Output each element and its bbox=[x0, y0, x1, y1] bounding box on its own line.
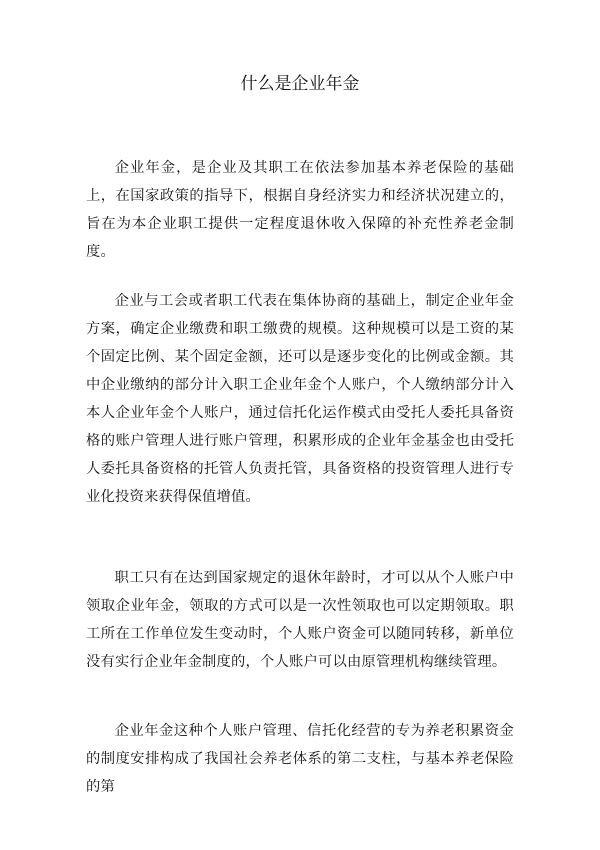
page-title: 什么是企业年金 bbox=[240, 74, 360, 94]
paragraph-contribution: 企业与工会或者职工代表在集体协商的基础上，制定企业年金方案，确定企业缴费和职工缴费的规模。这种规模可以是工资的某个固定比例、某个固定金额，还可以是逐步变化的比例或金额。其中企业缴纳的部分计入职工企业年金个人账户，个人缴纳部分计入本人企业年金个人账户，通过信托化运作模式由受托人委托具备资格的账户管理人进行账户管理，积累形成的企业年金基金也由受托人委托具备资格的托管人负责托管，具备资格的投资管理人进行专业化投资来获得保值增值。 bbox=[86, 293, 514, 505]
paragraph-second-pillar: 企业年金这种个人账户管理、信托化经营的专为养老积累资金的制度安排构成了我国社会养老体系的第二支柱，与基本养老保险的第 bbox=[86, 723, 514, 795]
paragraph-definition: 企业年金，是企业及其职工在依法参加基本养老保险的基础上，在国家政策的指导下，根据自身经济实力和经济状况建立的，旨在为本企业职工提供一定程度退休收入保障的补充性养老金制度。 bbox=[86, 160, 514, 260]
paragraph-withdrawal: 职工只有在达到国家规定的退休年龄时，才可以从个人账户中领取企业年金，领取的方式可以是一次性领取也可以定期领取。职工所在工作单位发生变动时，个人账户资金可以随同转移，新单位没有实行企业年金制度的，个人账户可以由原管理机构继续管理。 bbox=[86, 570, 514, 670]
